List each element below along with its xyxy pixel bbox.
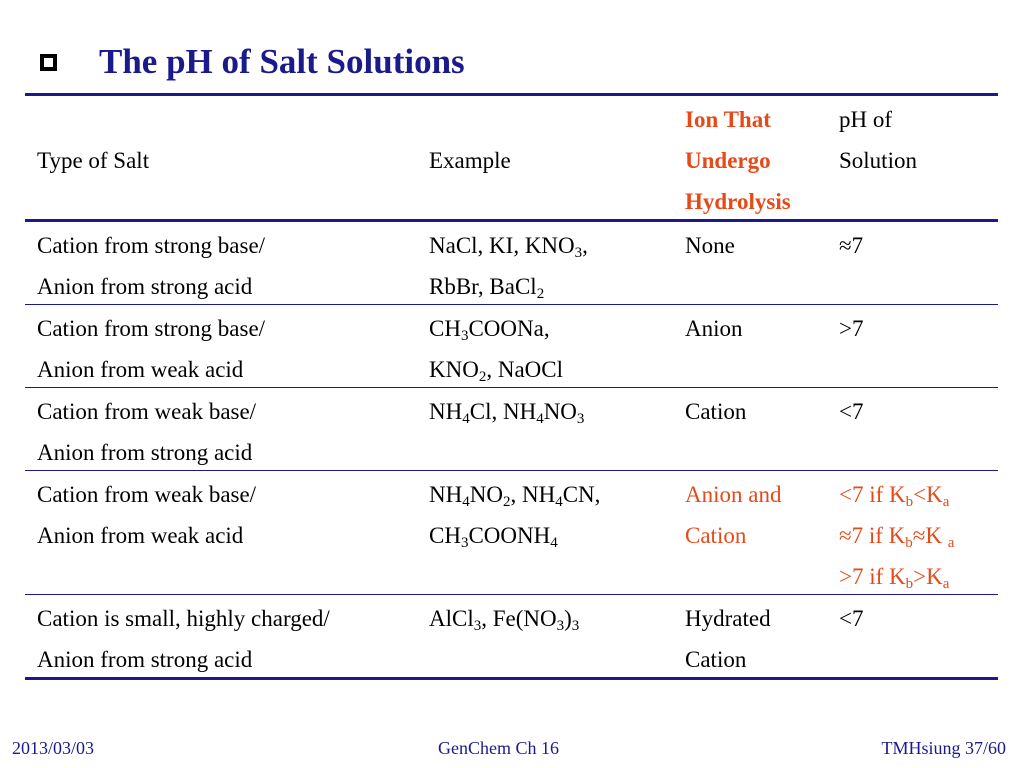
table-row: [25, 595, 998, 677]
salt-type-line: Cation from strong base/: [37, 316, 266, 341]
example-line: [429, 225, 588, 266]
text-segment: Cl, NH: [469, 399, 537, 424]
ph-line: [839, 598, 863, 639]
subscript: 4: [462, 411, 470, 427]
header-ion-line: Hydrolysis: [685, 189, 791, 214]
salt-type-line: Cation from strong base/: [37, 233, 266, 258]
salt-type-line: Anion from weak acid: [37, 357, 244, 382]
salt-type-line: Anion from strong acid: [37, 274, 253, 299]
hydrolysis-ion-line: None: [685, 233, 735, 258]
text-segment: NO: [543, 399, 577, 424]
example-cell: [429, 391, 584, 432]
table-row: [25, 471, 998, 594]
salt-type-cell: [37, 474, 256, 556]
example-line: [429, 474, 600, 515]
text-segment: , NH: [510, 482, 556, 507]
text-segment: COONH: [468, 523, 551, 548]
hydrolysis-ion-cell: [685, 391, 746, 432]
slide-title-row: [40, 38, 465, 86]
subscript: 4: [462, 494, 470, 510]
ph-line: [839, 391, 863, 432]
text-segment: CH: [429, 316, 461, 341]
text-segment: NaCl, KI, KNO: [429, 233, 575, 258]
example-line: [429, 266, 588, 307]
table-header-row: [25, 96, 998, 219]
salt-type-cell: [37, 391, 256, 473]
footer-page: TMHsiung 37/60: [881, 738, 1006, 758]
ph-cell: [839, 474, 954, 597]
text-segment: <7: [839, 399, 864, 424]
text-segment: , Fe(NO: [481, 606, 557, 631]
text-segment: <7 if K: [839, 482, 906, 507]
ph-cell: [839, 225, 863, 266]
subscript: 3: [460, 328, 469, 344]
subscript: 3: [460, 535, 469, 551]
salt-type-line: Anion from strong acid: [37, 647, 253, 672]
subscript: 3: [576, 411, 585, 427]
footer-date: 2013/03/03: [12, 738, 95, 758]
salt-type-cell: [37, 225, 265, 307]
example-cell: [429, 225, 588, 307]
ph-line: [839, 556, 954, 597]
example-line: [429, 391, 584, 432]
text-segment: ≈7 if K: [839, 523, 906, 548]
example-line: [429, 598, 579, 639]
text-segment: KNO: [429, 357, 479, 382]
hydrolysis-ion-line: Anion and: [685, 482, 782, 507]
salt-type-line: Cation from weak base/: [37, 399, 257, 424]
subscript: a: [947, 535, 955, 551]
text-segment: >7: [839, 316, 864, 341]
subscript: 2: [502, 494, 511, 510]
example-cell: [429, 598, 579, 639]
salt-type-line: Anion from strong acid: [37, 440, 253, 465]
hydrolysis-ion-cell: [685, 474, 781, 556]
slide-title: The pH of Salt Solutions: [99, 42, 465, 81]
ph-cell: [839, 598, 863, 639]
header-ph-line: Solution: [839, 148, 917, 173]
subscript: a: [942, 494, 950, 510]
table-row: [25, 388, 998, 470]
text-segment: NH: [429, 482, 463, 507]
salt-type-cell: [37, 308, 265, 390]
text-segment: CN,: [562, 482, 601, 507]
hydrolysis-ion-line: Cation: [685, 399, 747, 424]
ph-line: [839, 515, 954, 556]
subscript: b: [905, 576, 914, 592]
text-segment: RbBr, BaCl: [429, 274, 537, 299]
subscript: b: [905, 535, 913, 551]
example-line: [429, 308, 563, 349]
hydrolysis-ion-line: Anion: [685, 316, 743, 341]
salt-type-line: Cation from weak base/: [37, 482, 257, 507]
header-ph: [839, 99, 917, 181]
header-type: Type of Salt: [37, 148, 150, 173]
text-segment: CH: [429, 523, 461, 548]
ph-cell: [839, 308, 863, 349]
ph-line: [839, 225, 863, 266]
subscript: 3: [556, 618, 565, 634]
subscript: 3: [574, 245, 583, 261]
text-segment: NO: [469, 482, 503, 507]
text-segment: , NaOCl: [486, 357, 564, 382]
square-bullet-icon: [40, 54, 57, 71]
header-example: Example: [429, 148, 511, 173]
hydrolysis-ion-line: Cation: [685, 647, 747, 672]
example-line: [429, 515, 600, 556]
text-segment: >7 if K: [839, 564, 906, 589]
text-segment: NH: [429, 399, 463, 424]
subscript: 3: [571, 618, 580, 634]
header-ion-line: Ion That: [685, 107, 771, 132]
table-row: [25, 222, 998, 304]
text-segment: <7: [839, 606, 864, 631]
salt-type-cell: [37, 598, 330, 680]
table-row: [25, 305, 998, 387]
text-segment: COONa,: [468, 316, 550, 341]
text-segment: >K: [913, 564, 943, 589]
salt-type-line: Anion from weak acid: [37, 523, 244, 548]
ph-line: [839, 308, 863, 349]
text-segment: ≈K: [912, 523, 948, 548]
subscript: 2: [478, 369, 487, 385]
subscript: b: [905, 494, 914, 510]
subscript: a: [942, 576, 950, 592]
text-segment: ): [564, 606, 572, 631]
example-line: [429, 349, 563, 390]
text-segment: ≈7: [839, 233, 864, 258]
subscript: 2: [536, 286, 545, 302]
hydrolysis-ion-cell: [685, 225, 735, 266]
ph-cell: [839, 391, 863, 432]
header-ion-line: Undergo: [685, 148, 771, 173]
subscript: 3: [473, 618, 482, 634]
text-segment: ,: [582, 233, 588, 258]
hydrolysis-ion-line: Hydrated: [685, 606, 771, 631]
example-cell: [429, 474, 600, 556]
header-ph-line: pH of: [839, 107, 893, 132]
hydrolysis-ion-cell: [685, 598, 771, 680]
text-segment: <K: [913, 482, 943, 507]
text-segment: AlCl: [429, 606, 474, 631]
footer-course: GenChem Ch 16: [438, 738, 559, 758]
subscript: 4: [550, 535, 558, 551]
salt-type-line: Cation is small, highly charged/: [37, 606, 330, 631]
hydrolysis-ion-line: Cation: [685, 523, 747, 548]
ph-line: [839, 474, 954, 515]
example-cell: [429, 308, 563, 390]
salt-ph-table: [25, 93, 998, 680]
hydrolysis-ion-cell: [685, 308, 743, 349]
subscript: 4: [555, 494, 563, 510]
subscript: 4: [536, 411, 544, 427]
header-ion: [685, 99, 791, 222]
table-body: [25, 222, 998, 677]
